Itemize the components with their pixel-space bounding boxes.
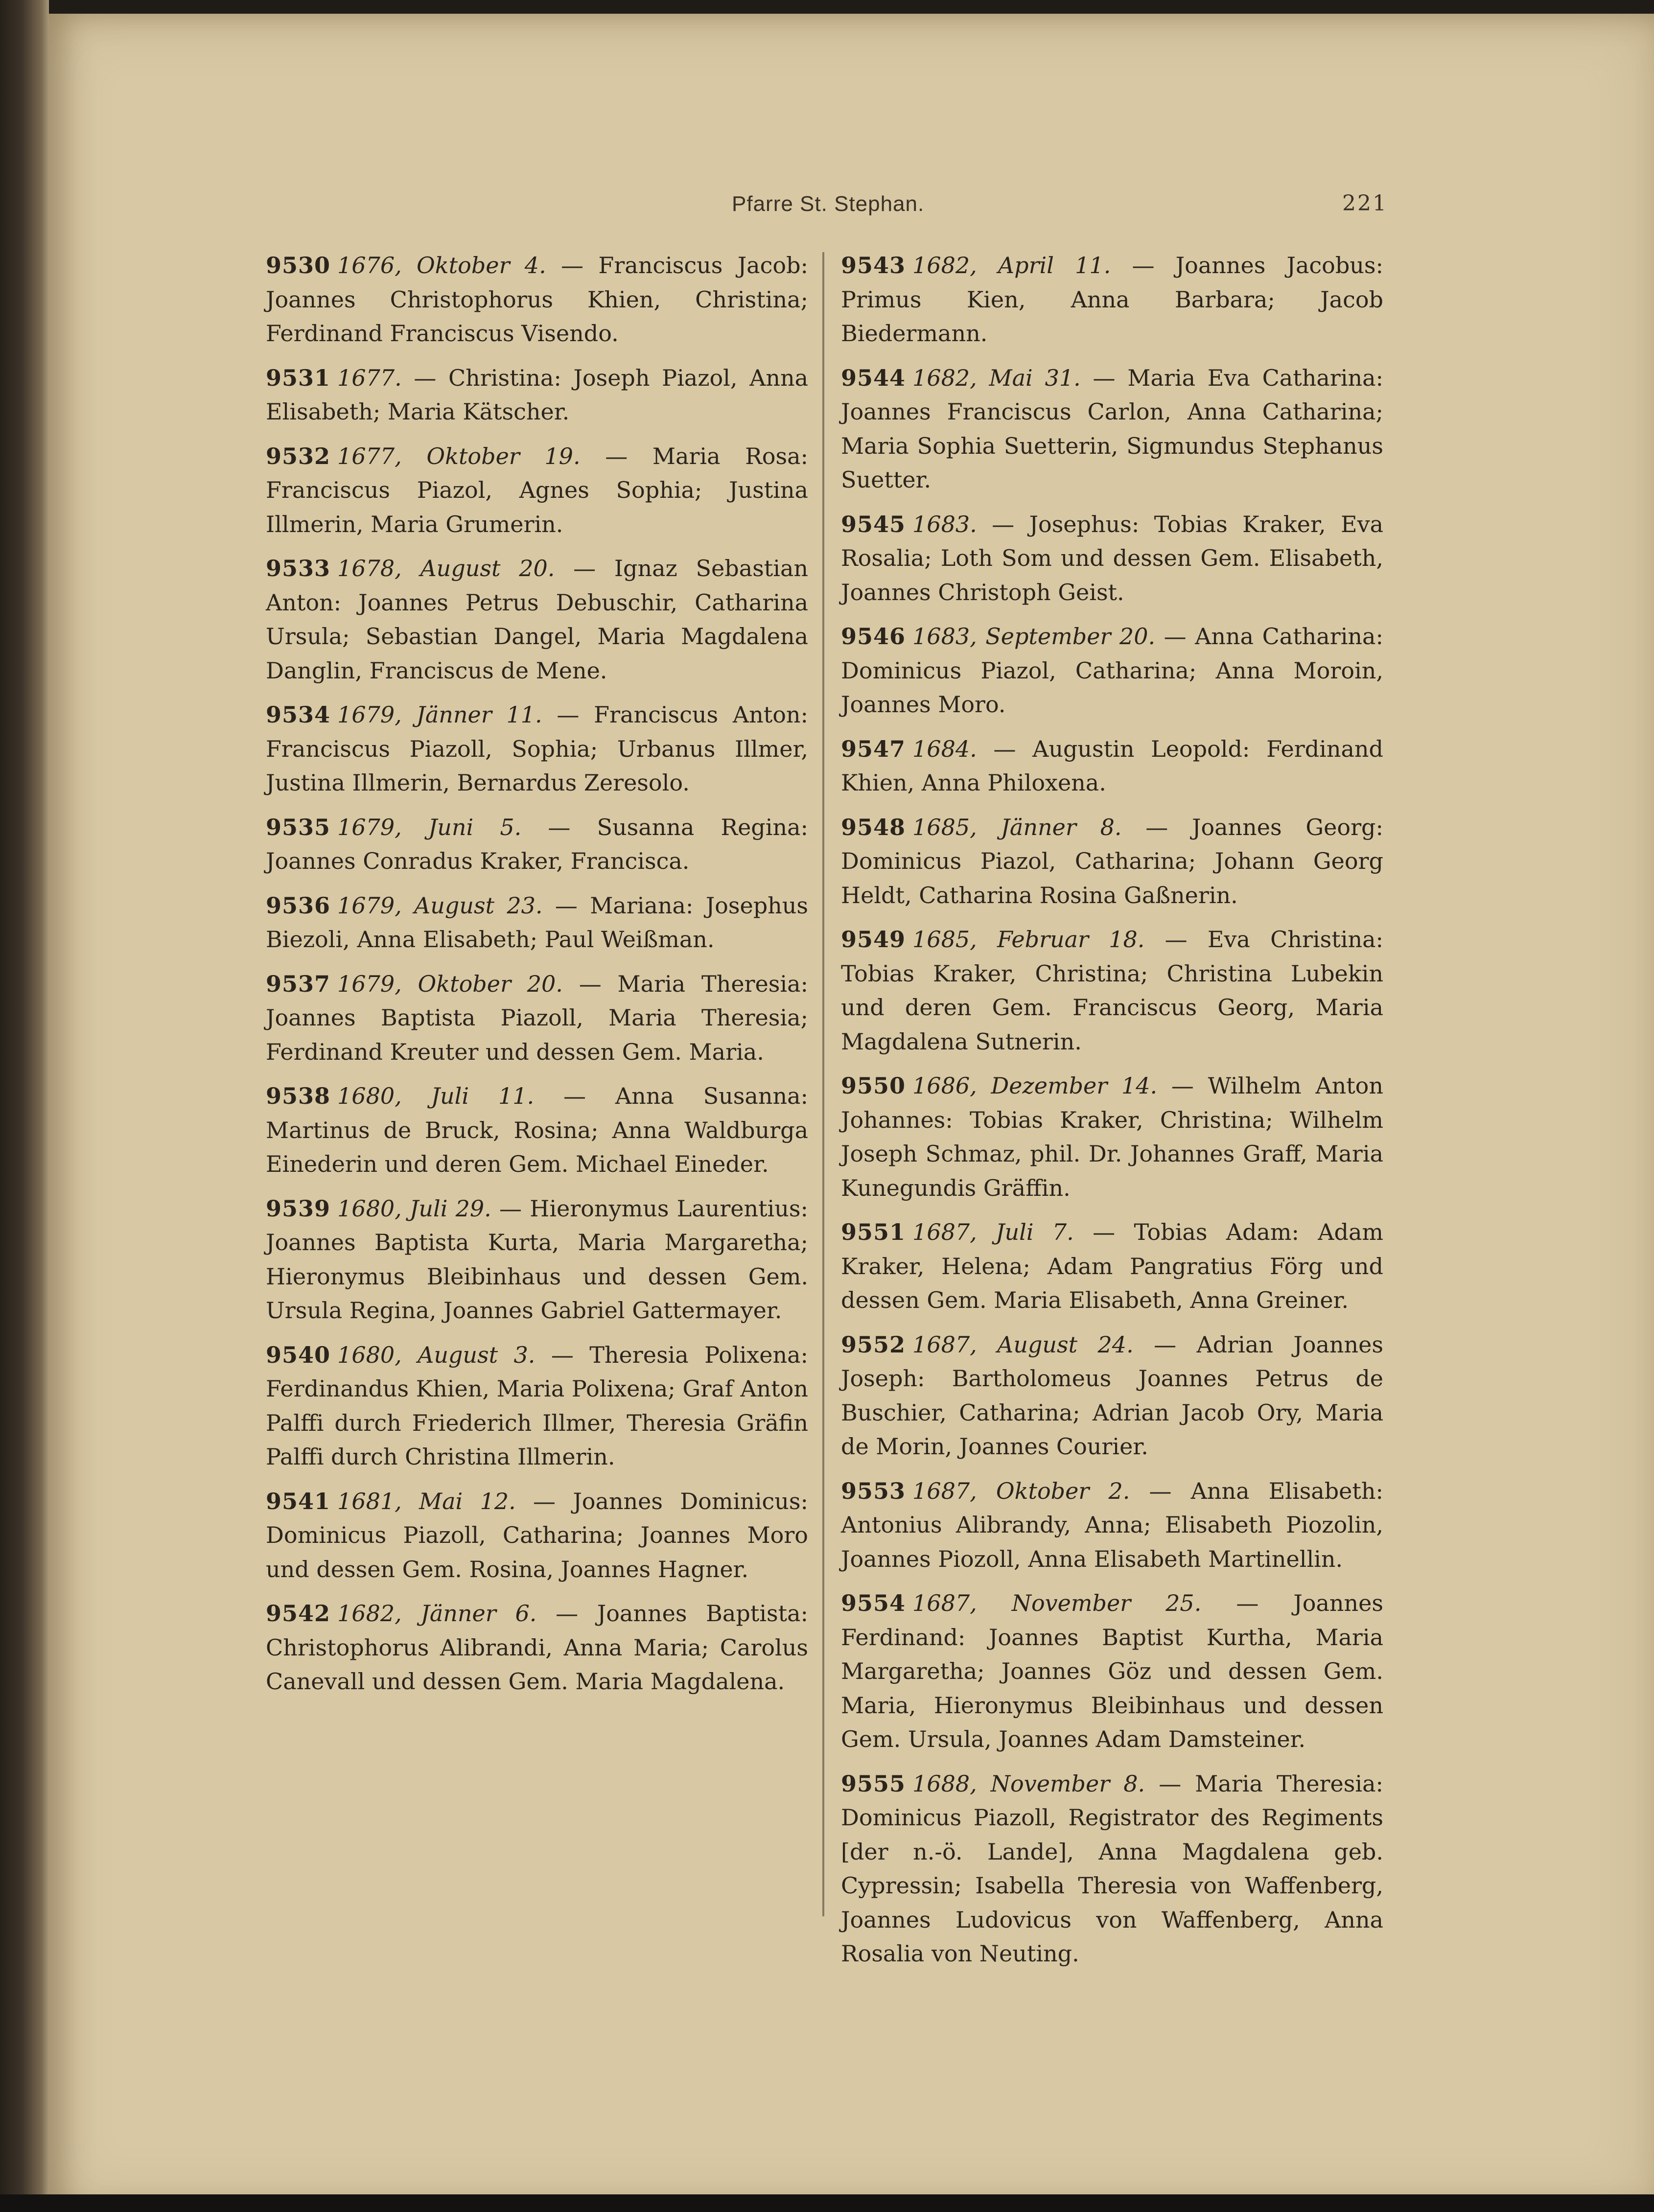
entry-text: — Maria Theresia: Dominicus Piazoll, Registrator des Regiments [der n.-ö. Lande], Anna Magdalena geb. Cypressin; Isabella Theresia von Waffenberg, Joannes Ludovicus von Waffenberg, Anna Rosalia von Neuting. bbox=[841, 1770, 1383, 1967]
book-binding-edge bbox=[0, 0, 49, 2212]
entry-text: — Josephus: Tobias Kraker, Eva Rosalia; Loth Som und dessen Gem. Elisabeth, Joannes Christoph Geist. bbox=[841, 511, 1383, 605]
entry-text: — Joannes Georg: Dominicus Piazol, Catharina; Johann Georg Heldt, Catharina Rosina Gaßnerin. bbox=[841, 814, 1383, 908]
entry-text: — Anna Catharina: Dominicus Piazol, Catharina; Anna Moroin, Joannes Moro. bbox=[841, 623, 1383, 718]
register-entry bbox=[841, 732, 1383, 800]
entry-text: — Augustin Leopold: Ferdinand Khien, Anna Philoxena. bbox=[841, 735, 1384, 796]
entry-text: — Franciscus Jacob: Joannes Christophorus Khien, Christina; Ferdinand Franciscus Visendo. bbox=[266, 252, 809, 347]
entry-text: — Mariana: Josephus Biezoli, Anna Elisabeth; Paul Weißman. bbox=[266, 892, 808, 953]
entry-date: 1682, Jänner 6. bbox=[337, 1600, 537, 1627]
register-entry bbox=[841, 1767, 1383, 1971]
entry-date: 1678, August 20. bbox=[337, 555, 555, 582]
entry-date: 1680, Juli 11. bbox=[337, 1083, 535, 1109]
entry-number: 9552 bbox=[841, 1331, 906, 1358]
entry-number: 9555 bbox=[841, 1770, 906, 1797]
entry-number: 9533 bbox=[266, 555, 331, 582]
entry-date: 1682, Mai 31. bbox=[912, 364, 1081, 391]
entry-date: 1681, Mai 12. bbox=[337, 1488, 516, 1514]
entry-number: 9538 bbox=[266, 1083, 331, 1109]
register-entry bbox=[266, 811, 808, 879]
entry-text: — Franciscus Anton: Franciscus Piazoll, Sophia; Urbanus Illmer, Justina Illmerin, Bernardus Zeresolo. bbox=[266, 701, 809, 796]
entry-number: 9536 bbox=[266, 892, 331, 919]
entry-text: — Maria Rosa: Franciscus Piazol, Agnes Sophia; Justina Illmerin, Maria Grumerin. bbox=[266, 442, 808, 537]
register-entry bbox=[841, 1328, 1383, 1464]
entry-date: 1676, Oktober 4. bbox=[337, 252, 546, 279]
entry-number: 9530 bbox=[266, 252, 331, 279]
entry-date: 1677. bbox=[337, 364, 402, 391]
entry-text: — Christina: Joseph Piazol, Anna Elisabeth; Maria Kätscher. bbox=[266, 364, 808, 425]
entry-date: 1686, Dezember 14. bbox=[912, 1072, 1158, 1099]
register-entry bbox=[266, 440, 808, 542]
entry-number: 9539 bbox=[266, 1195, 331, 1222]
register-entry bbox=[841, 811, 1383, 913]
entry-number: 9542 bbox=[266, 1600, 331, 1627]
entry-date: 1685, Februar 18. bbox=[912, 926, 1145, 953]
entry-date: 1684. bbox=[912, 735, 977, 762]
entry-number: 9546 bbox=[841, 623, 906, 650]
entry-number: 9534 bbox=[266, 701, 331, 728]
entry-date: 1680, Juli 29. bbox=[337, 1195, 491, 1222]
entry-text: — Eva Christina: Tobias Kraker, Christina; Christina Lubekin und deren Gem. Franciscus Georg, Maria Magdalena Sutnerin. bbox=[841, 926, 1383, 1055]
register-entry bbox=[841, 508, 1383, 610]
entry-date: 1687, Oktober 2. bbox=[912, 1477, 1130, 1504]
entry-number: 9548 bbox=[841, 814, 906, 840]
entry-text: — Anna Susanna: Martinus de Bruck, Rosina; Anna Waldburga Einederin und deren Gem. Michael Eineder. bbox=[266, 1083, 809, 1177]
page-number: 221 bbox=[1342, 191, 1388, 216]
register-entry bbox=[841, 361, 1383, 497]
entry-date: 1683. bbox=[912, 511, 977, 537]
entry-date: 1679, Juni 5. bbox=[337, 814, 522, 840]
entry-text: — Joannes Dominicus: Dominicus Piazoll, Catharina; Joannes Moro und dessen Gem. Rosina, Joannes Hagner. bbox=[266, 1488, 809, 1583]
entry-text: — Tobias Adam: Adam Kraker, Helena; Adam Pangratius Förg und dessen Gem. Maria Elisabeth, Anna Greiner. bbox=[841, 1219, 1384, 1313]
entry-date: 1677, Oktober 19. bbox=[337, 442, 581, 469]
entry-date: 1679, Jänner 11. bbox=[337, 701, 542, 728]
entry-date: 1679, August 23. bbox=[337, 892, 543, 919]
entry-number: 9547 bbox=[841, 735, 906, 762]
entry-number: 9549 bbox=[841, 926, 906, 953]
entry-text: — Joannes Ferdinand: Joannes Baptist Kurtha, Maria Margaretha; Joannes Göz und dessen Gem. Maria, Hieronymus Bleibinhaus und dessen Gem. Ursula, Joannes Adam Damsteiner. bbox=[841, 1590, 1383, 1752]
entry-date: 1679, Oktober 20. bbox=[337, 970, 563, 997]
register-entry bbox=[841, 1586, 1383, 1757]
register-entry bbox=[841, 249, 1383, 351]
register-entry bbox=[841, 923, 1383, 1059]
entry-number: 9537 bbox=[266, 970, 331, 997]
left-column bbox=[266, 249, 808, 1709]
register-entry bbox=[266, 1597, 808, 1699]
entry-number: 9543 bbox=[841, 252, 906, 279]
entry-number: 9553 bbox=[841, 1477, 906, 1504]
entry-date: 1687, Juli 7. bbox=[912, 1219, 1074, 1245]
column-divider bbox=[822, 252, 824, 1916]
entry-number: 9544 bbox=[841, 364, 906, 391]
register-entry bbox=[266, 1485, 808, 1587]
register-entry bbox=[266, 698, 808, 800]
register-entry bbox=[266, 1079, 808, 1182]
entry-number: 9535 bbox=[266, 814, 331, 840]
entry-text: — Joannes Jacobus: Primus Kien, Anna Barbara; Jacob Biedermann. bbox=[841, 252, 1383, 347]
entry-date: 1688, November 8. bbox=[912, 1770, 1145, 1797]
entry-number: 9532 bbox=[266, 442, 331, 469]
entry-text: — Anna Elisabeth: Antonius Alibrandy, Anna; Elisabeth Piozolin, Joannes Piozoll, Anna Elisabeth Martinellin. bbox=[841, 1477, 1384, 1572]
register-entry bbox=[266, 1338, 808, 1474]
register-entry bbox=[266, 552, 808, 688]
register-entry bbox=[841, 1474, 1383, 1577]
entry-date: 1680, August 3. bbox=[337, 1341, 536, 1368]
entry-text: — Ignaz Sebastian Anton: Joannes Petrus Debuschir, Catharina Ursula; Sebastian Dangel, Maria Magdalena Danglin, Franciscus de Mene. bbox=[266, 555, 808, 684]
entry-number: 9551 bbox=[841, 1219, 906, 1245]
register-entry bbox=[841, 1215, 1383, 1318]
entry-number: 9545 bbox=[841, 511, 906, 537]
register-entry bbox=[266, 967, 808, 1070]
entry-number: 9541 bbox=[266, 1488, 331, 1514]
entry-text: — Joannes Baptista: Christophorus Alibrandi, Anna Maria; Carolus Canevall und dessen Gem. Maria Magdalena. bbox=[266, 1600, 809, 1695]
running-head: Pfarre St. Stephan. bbox=[732, 192, 925, 216]
scan-bottom-edge bbox=[0, 2194, 1654, 2212]
entry-number: 9531 bbox=[266, 364, 331, 391]
entry-date: 1685, Jänner 8. bbox=[912, 814, 1122, 840]
register-entry bbox=[266, 889, 808, 957]
register-entry bbox=[266, 249, 808, 351]
register-entry bbox=[266, 1192, 808, 1328]
entry-number: 9540 bbox=[266, 1341, 331, 1368]
entry-text: — Hieronymus Laurentius: Joannes Baptista Kurta, Maria Margaretha; Hieronymus Bleibinhaus und dessen Gem. Ursula Regina, Joannes Gabriel Gattermayer. bbox=[266, 1195, 809, 1324]
register-entry bbox=[841, 620, 1383, 722]
register-entry bbox=[266, 361, 808, 429]
entry-date: 1687, August 24. bbox=[912, 1331, 1134, 1358]
entry-text: — Maria Eva Catharina: Joannes Franciscus Carlon, Anna Catharina; Maria Sophia Suetterin, Sigmundus Stephanus Suetter. bbox=[841, 364, 1384, 493]
entry-date: 1687, November 25. bbox=[912, 1590, 1202, 1616]
right-column bbox=[841, 249, 1383, 1981]
entry-text: — Susanna Regina: Joannes Conradus Kraker, Francisca. bbox=[266, 814, 809, 874]
entry-text: — Theresia Polixena: Ferdinandus Khien, Maria Polixena; Graf Anton Palffi durch Friederich Illmer, Theresia Gräfin Palffi durch Christina Illmerin. bbox=[266, 1341, 808, 1470]
entry-text: — Wilhelm Anton Johannes: Tobias Kraker, Christina; Wilhelm Joseph Schmaz, phil. Dr. Johannes Graff, Maria Kunegundis Gräffin. bbox=[841, 1072, 1383, 1201]
entry-number: 9550 bbox=[841, 1072, 906, 1099]
entry-number: 9554 bbox=[841, 1590, 906, 1616]
entry-text: — Maria Theresia: Joannes Baptista Piazoll, Maria Theresia; Ferdinand Kreuter und dessen Gem. Maria. bbox=[266, 970, 808, 1065]
register-entry bbox=[841, 1069, 1383, 1205]
entry-date: 1682, April 11. bbox=[912, 252, 1111, 279]
entry-text: — Adrian Joannes Joseph: Bartholomeus Joannes Petrus de Buschier, Catharina; Adrian Jacob Ory, Maria de Morin, Joannes Courier. bbox=[841, 1331, 1383, 1460]
entry-date: 1683, September 20. bbox=[912, 623, 1156, 650]
